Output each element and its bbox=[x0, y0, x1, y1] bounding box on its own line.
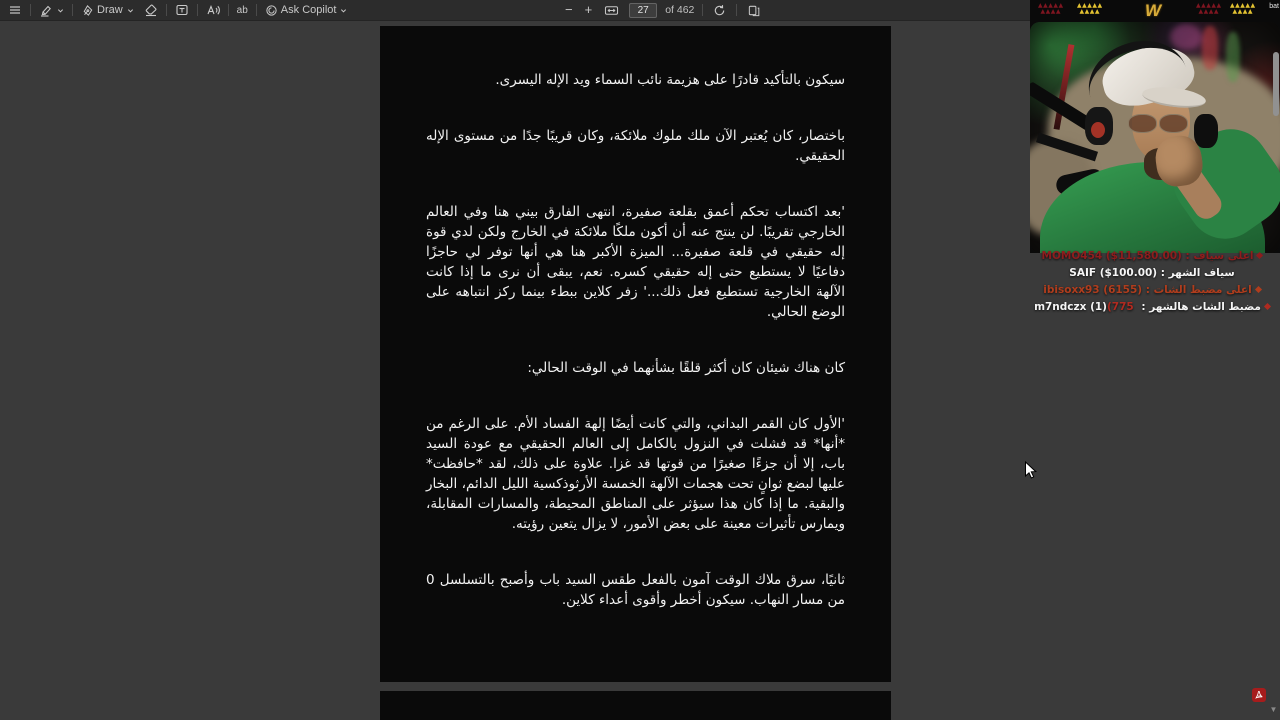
top-chat-mod-line: اعلى مضبط الشات : ibisoxx93 (6155) bbox=[1032, 282, 1272, 299]
stat-badge-icon bbox=[1264, 303, 1271, 310]
scrollbar-down-arrow[interactable]: ▼ bbox=[1269, 705, 1278, 714]
toolbar-left-group bbox=[6, 0, 349, 20]
webcam-overlay bbox=[1030, 0, 1280, 253]
toolbar-separator bbox=[228, 4, 229, 16]
pen-nib-icon bbox=[81, 4, 94, 17]
page-number-input[interactable] bbox=[629, 3, 657, 18]
add-text-button[interactable] bbox=[173, 1, 191, 19]
stat-badge-icon bbox=[1256, 252, 1263, 259]
paragraph: 'الأول كان القمر البداني، والتي كانت أيضًا إلهة الفساد الأم. على الرغم من *أنها* قد فشلت في النزول بالكامل إلى العالم الحقيقي مع عودة السيد باب، إلا أن جزءًا صغيرًا من قوتها قد غزا. علاوة على ذلك، لقد *حافظت* عليها لبضع ثوانٍ تحت هجمات الآلهة الخمسة الأرثوذكسية الليل الدائم، البخار والبقية. ما إذا كان هذا سيؤثر على المناطق المحيطة، والمسارات المقابلة، ويمارس تأثيرات معينة على بعض الأمور، لا يزال يتعين رؤيته. bbox=[426, 416, 845, 532]
toolbar-separator bbox=[197, 4, 198, 16]
triangle-pattern: ▲▲▲▲▲ ▲▲▲▲ bbox=[1196, 2, 1222, 15]
watermark-text: bat bbox=[1269, 3, 1279, 10]
text-box-icon bbox=[175, 3, 189, 17]
triangle-pattern: ▲▲▲▲▲ ▲▲▲▲ bbox=[1038, 2, 1064, 15]
rotate-icon bbox=[713, 4, 726, 17]
highlight-button[interactable] bbox=[37, 1, 66, 19]
background-figure bbox=[1202, 26, 1218, 70]
paragraph: سيكون بالتأكيد قادرًا على هزيمة نائب السماء ويد الإله اليسرى. bbox=[495, 72, 845, 88]
toolbar-separator bbox=[72, 4, 73, 16]
ask-copilot-button[interactable] bbox=[263, 1, 350, 19]
stat-extra-value: (775 bbox=[1106, 301, 1134, 313]
page-view-button[interactable] bbox=[745, 1, 763, 19]
background-figure bbox=[1226, 32, 1240, 82]
highlighter-icon bbox=[39, 3, 53, 17]
fit-to-width-icon bbox=[604, 4, 619, 17]
triangle-pattern: ▲▲▲▲▲ ▲▲▲▲ bbox=[1230, 2, 1256, 15]
chevron-down-icon bbox=[340, 7, 347, 14]
sunglasses-lens bbox=[1128, 114, 1157, 133]
page-view-icon bbox=[747, 4, 761, 17]
rotate-button[interactable] bbox=[711, 1, 728, 19]
paragraph: باختصار، كان يُعتبر الآن ملك ملوك ملائكة، وكان قريبًا جدًا من مستوى الإله الحقيقي. bbox=[426, 128, 845, 164]
read-aloud-icon bbox=[206, 3, 220, 17]
mouse-cursor bbox=[1024, 461, 1038, 486]
scrollbar-thumb[interactable] bbox=[1273, 52, 1279, 116]
ab-icon: ab bbox=[236, 4, 248, 16]
read-aloud-button[interactable] bbox=[204, 1, 222, 19]
toolbar-separator bbox=[702, 4, 703, 16]
toolbar-separator bbox=[256, 4, 257, 16]
toolbar-center-group bbox=[563, 0, 763, 20]
top-sayyaf-line: اعلى سياف : MOMO454 ($11,580.00) bbox=[1032, 248, 1272, 265]
month-sayyaf-line: سياف الشهر : SAIF ($100.00) bbox=[1069, 267, 1235, 279]
headphone-accent bbox=[1091, 122, 1105, 138]
toolbar-separator bbox=[736, 4, 737, 16]
pdf-page-28 bbox=[380, 691, 891, 720]
fit-to-width-button[interactable] bbox=[602, 1, 621, 19]
copilot-icon bbox=[265, 4, 278, 17]
toolbar-separator bbox=[30, 4, 31, 16]
background-light bbox=[1170, 24, 1202, 50]
zoom-out-button[interactable]: − bbox=[565, 2, 573, 17]
find-on-page-button[interactable] bbox=[235, 1, 250, 19]
sunglasses bbox=[1126, 114, 1190, 132]
page-total-label: of 462 bbox=[665, 4, 695, 16]
adobe-acrobat-icon[interactable] bbox=[1252, 688, 1266, 702]
stat-badge-icon bbox=[1255, 286, 1262, 293]
table-of-contents-button[interactable] bbox=[6, 1, 24, 19]
webcam-video bbox=[1030, 22, 1280, 253]
document-text bbox=[380, 26, 891, 610]
zoom-in-button[interactable]: + bbox=[584, 2, 593, 17]
erase-button[interactable] bbox=[142, 1, 160, 19]
paragraph: كان هناك شيئان كان أكثر قلقًا بشأنهما في الوقت الحالي: bbox=[527, 360, 845, 376]
month-chat-mod-line: مضبط الشات هالشهر : m7ndczx (1)(775 bbox=[1032, 299, 1272, 316]
w-crown-logo: W bbox=[1144, 1, 1160, 20]
sunglasses-lens bbox=[1159, 114, 1188, 133]
chevron-down-icon bbox=[57, 7, 64, 14]
draw-button[interactable] bbox=[79, 1, 136, 19]
chevron-down-icon bbox=[127, 7, 134, 14]
triangle-pattern: ▲▲▲▲▲ ▲▲▲▲ bbox=[1077, 2, 1103, 15]
ask-copilot-label: Ask Copilot bbox=[280, 4, 337, 16]
draw-button-label: Draw bbox=[97, 4, 123, 16]
toc-menu-icon bbox=[8, 3, 22, 17]
toolbar-separator bbox=[166, 4, 167, 16]
paragraph: 'بعد اكتساب تحكم أعمق بقلعة صفيرة، انتهى الفارق بيني هنا وفي العالم الخارجي تقريبًا. لن ينتج عنه أن أكون ملكًا ملائكة في الخارج ولكن لدي قوة إله حقيقي في قلعة صفيرة... الميزة الأكبر هنا هي أنها توفر لي حاجزًا دفاعيًا لا يستطيع حتى إله حقيقي كسره. نعم، يبقى أن نرى ما إذا كانت الآلهة الخارجية تستطيع فعل ذلك...' زفر كلاين ببطء بينما ركز انتباهه على الوضع الحالي. bbox=[426, 204, 845, 320]
pdf-page-27 bbox=[380, 26, 891, 682]
webcam-banner bbox=[1030, 0, 1280, 22]
stream-stats bbox=[1032, 248, 1272, 316]
paragraph: ثانيًا، سرق ملاك الوقت آمون بالفعل طقس السيد باب وأصبح بالتسلسل 0 من مسار النهاب. سيكون أخطر وأقوى أعداء كلاين. bbox=[426, 572, 845, 608]
eraser-icon bbox=[144, 3, 158, 17]
headphone-earcup bbox=[1194, 114, 1218, 148]
